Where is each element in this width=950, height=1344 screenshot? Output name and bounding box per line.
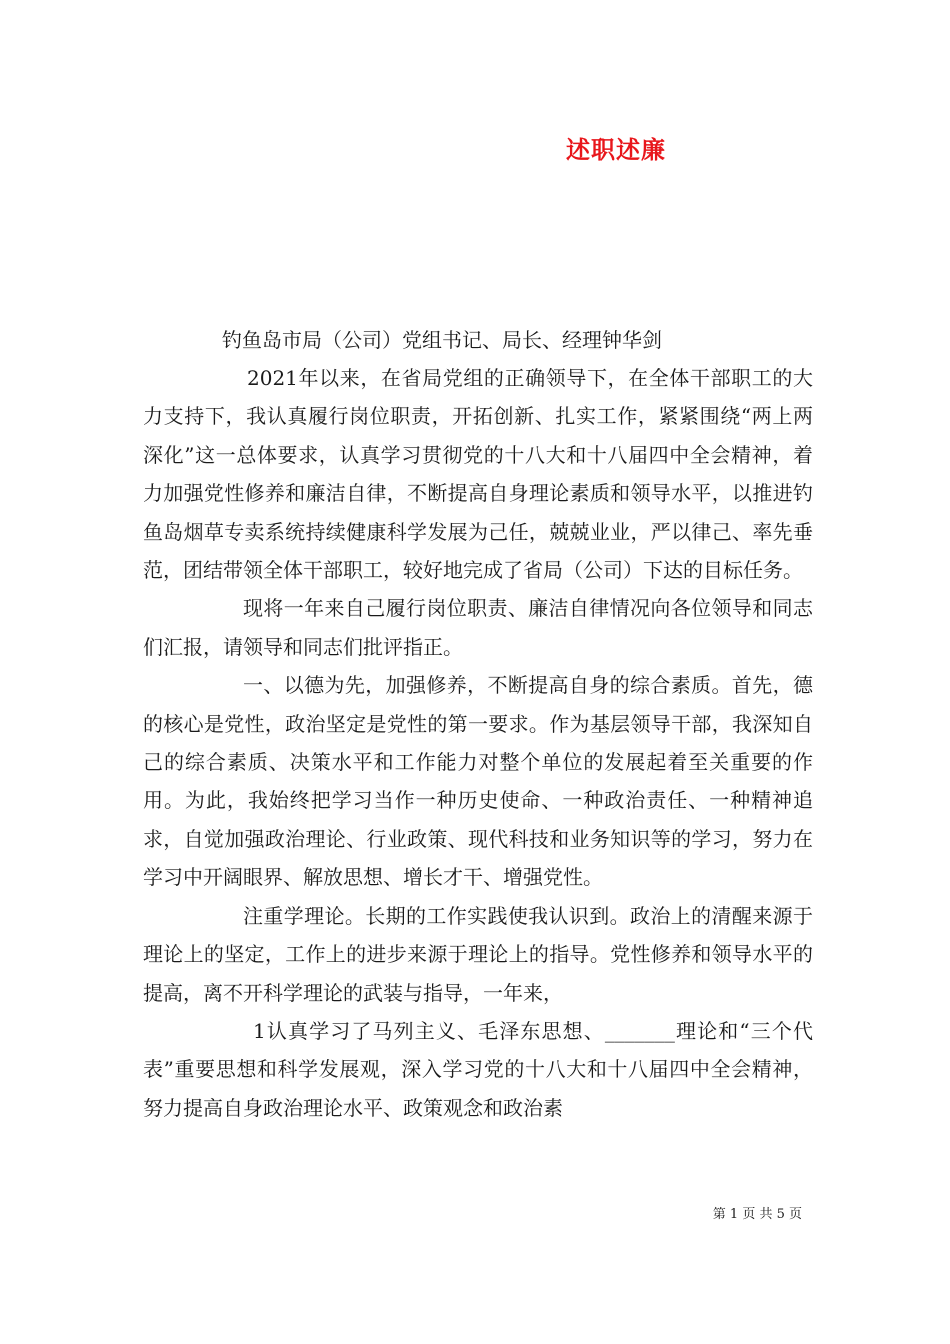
paragraph-study: 1认真学习了马列主义、毛泽东思想、_______理论和“三个代表”重要思想和科学发展观，深入学习党的十八大和十八届四中全会精神，努力提高自身政治理论水平、政策观念和政治素 — [143, 1018, 813, 1120]
paragraph-theory: 注重学理论。长期的工作实践使我认识到。政治上的清醒来源于理论上的坚定，工作上的进步来源于理论上的指导。党性修养和领导水平的提高，离不开科学理论的武装与指导，一年来， — [143, 903, 813, 1005]
document-title: 述职述廉 — [566, 135, 666, 164]
paragraph-intro: 2021年以来，在省局党组的正确领导下，在全体干部职工的大力支持下，我认真履行岗位职责，开拓创新、扎实工作，紧紧围绕“两上两深化”这一总体要求，认真学习贯彻党的十八大和十八届四中全会精神，着力加强党性修养和廉洁自律，不断提高自身理论素质和领导水平，以推进钓鱼岛烟草专卖系统持续健康科学发展为己任，兢兢业业，严以律己、率先垂范，团结带领全体干部职工，较好地完成了省局（公司）下达的目标任务。 — [143, 366, 813, 583]
paragraph-section-one: 一、以德为先，加强修养，不断提高自身的综合素质。首先，德的核心是党性，政治坚定是党性的第一要求。作为基层领导干部，我深知自己的综合素质、决策水平和工作能力对整个单位的发展起着至关重要的作用。为此，我始终把学习当作一种历史使命、一种政治责任、一种精神追求，自觉加强政治理论、行业政策、现代科技和业务知识等的学习，努力在学习中开阔眼界、解放思想、增长才干、增强党性。 — [143, 673, 813, 890]
document-body — [143, 359, 813, 1127]
page-number-footer: 第 1 页 共 5 页 — [712, 1207, 802, 1222]
paragraph-report: 现将一年来自己履行岗位职责、廉洁自律情况向各位领导和同志们汇报，请领导和同志们批评指正。 — [143, 596, 813, 659]
document-byline: 钓鱼岛市局（公司）党组书记、局长、经理钟华剑 — [222, 328, 662, 352]
